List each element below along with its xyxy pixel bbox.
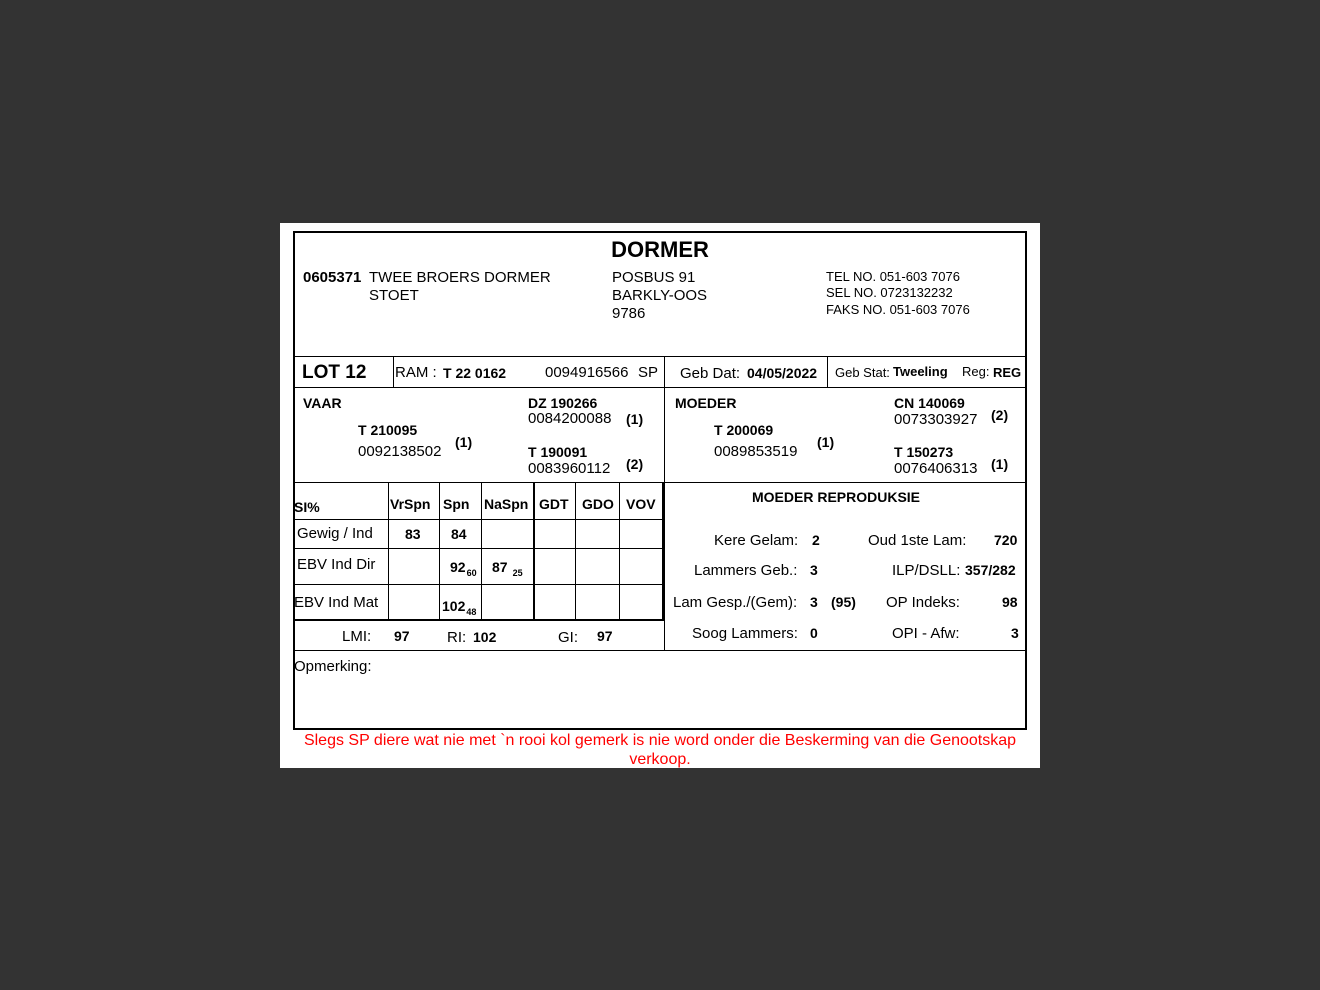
divider-lot-bottom <box>293 387 1027 388</box>
divider-perf-repro <box>664 483 665 651</box>
geb-dat-label: Geb Dat: <box>680 365 741 382</box>
vaar-sire-id: DZ 190266 <box>528 395 598 411</box>
moeder-id: T 200069 <box>714 422 774 438</box>
opi-label: OPI - Afw: <box>892 625 960 642</box>
vaar-label: VAAR <box>303 395 342 411</box>
faks-number: FAKS NO. 051-603 7076 <box>826 302 970 317</box>
ram-value: T 22 0162 <box>443 365 507 381</box>
grid-col-7 <box>662 483 664 620</box>
frame-bottom <box>293 728 1027 730</box>
moeder-count: (1) <box>817 434 835 450</box>
frame-left <box>293 231 295 729</box>
oud-label: Oud 1ste Lam: <box>868 532 967 549</box>
lammers-geb-value: 3 <box>810 562 818 578</box>
grid-col-5 <box>575 483 576 620</box>
header-si: SI% <box>294 499 320 515</box>
geb-stat-label: Geb Stat: <box>835 365 890 380</box>
divider-pedigree-bottom <box>293 482 1027 483</box>
op-indeks-label: OP Indeks: <box>886 594 960 611</box>
grid-row-3 <box>293 584 664 585</box>
lot-number: LOT 12 <box>302 362 367 383</box>
ram-label: RAM : <box>395 364 437 381</box>
vaar-dam-id: T 190091 <box>528 444 588 460</box>
header-naspn: NaSpn <box>484 496 529 512</box>
ilp-label: ILP/DSLL: <box>892 562 961 579</box>
footer-note: Slegs SP diere wat nie met `n rooi kol gemerk is nie word onder die Beskerming van die Genootskap verkoop. <box>303 732 1017 768</box>
grid-row-4 <box>293 619 664 621</box>
divider-pedigree-mid <box>664 387 665 483</box>
grid-col-2 <box>439 483 440 620</box>
remarks-label: Opmerking: <box>294 658 372 675</box>
reg-value: REG <box>993 365 1022 380</box>
moeder-dam-id: T 150273 <box>894 444 954 460</box>
ri-value: 102 <box>473 629 497 645</box>
lammers-geb-label: Lammers Geb.: <box>694 562 798 579</box>
ilp-value: 357/282 <box>965 562 1016 578</box>
oud-value: 720 <box>994 532 1018 548</box>
vaar-sire-number: 0084200088 <box>528 410 612 427</box>
owner-name-2: STOET <box>369 287 419 304</box>
header-gdo: GDO <box>582 496 614 512</box>
owner-name-1: TWEE BROERS DORMER <box>369 269 551 286</box>
moeder-dam-count: (1) <box>991 456 1009 472</box>
reg-label: Reg: <box>962 364 990 379</box>
sel-number: SEL NO. 0723132232 <box>826 285 953 300</box>
header-vrspn: VrSpn <box>390 496 431 512</box>
grid-col-3 <box>481 483 482 620</box>
moeder-sire-count: (2) <box>991 407 1009 423</box>
grid-col-6 <box>619 483 620 620</box>
divider-lot-top <box>293 356 1027 357</box>
grid-col-4 <box>533 483 535 620</box>
gewig-vrspn: 83 <box>405 526 421 542</box>
reg-number: 0094916566 <box>545 364 629 381</box>
address-line-1: POSBUS 91 <box>612 269 696 286</box>
kere-gelam-label: Kere Gelam: <box>714 532 799 549</box>
header-spn: Spn <box>443 496 470 512</box>
moeder-number: 0089853519 <box>714 443 798 460</box>
vaar-dam-count: (2) <box>626 456 644 472</box>
kere-gelam-value: 2 <box>812 532 820 548</box>
divider-lot-gebstat <box>827 356 828 387</box>
lot-card <box>280 223 1040 768</box>
ebv-dir-spn: $92_{60}$ <box>450 559 477 578</box>
divider-remarks-top <box>293 650 1027 651</box>
lam-gesp-label: Lam Gesp./(Gem): <box>673 594 798 611</box>
vaar-sire-count: (1) <box>626 411 644 427</box>
row-label-ebv-mat: EBV Ind Mat <box>294 594 379 611</box>
divider-lot-gebdat <box>664 356 665 387</box>
grid-row-1 <box>293 519 664 520</box>
page-title: DORMER <box>611 237 709 262</box>
moeder-dam-number: 0076406313 <box>894 460 978 477</box>
repro-title: MOEDER REPRODUKSIE <box>752 489 921 505</box>
ebv-mat-spn: $102_{48}$ <box>442 598 477 617</box>
sp-marker: SP <box>638 364 659 381</box>
lam-gesp-value: 3 <box>810 594 818 610</box>
lmi-label: LMI: <box>342 628 372 645</box>
moeder-sire-id: CN 140069 <box>894 395 965 411</box>
row-label-gewig: Gewig / Ind <box>297 525 373 542</box>
lam-gesp-gem: (95) <box>831 594 856 610</box>
owner-code: 0605371 <box>303 269 362 286</box>
row-label-ebv-dir: EBV Ind Dir <box>297 556 376 573</box>
op-indeks-value: 98 <box>1002 594 1018 610</box>
moeder-label: MOEDER <box>675 395 737 411</box>
address-line-2: BARKLY-OOS <box>612 287 708 304</box>
geb-dat-value: 04/05/2022 <box>747 365 818 381</box>
geb-stat-value: Tweeling <box>893 364 948 379</box>
gi-label: GI: <box>558 629 579 646</box>
tel-number: TEL NO. 051-603 7076 <box>826 269 960 284</box>
soog-value: 0 <box>810 625 818 641</box>
moeder-sire-number: 0073303927 <box>894 411 978 428</box>
vaar-id: T 210095 <box>358 422 418 438</box>
vaar-dam-number: 0083960112 <box>528 460 611 477</box>
divider-lot-ram <box>393 356 394 387</box>
soog-label: Soog Lammers: <box>692 625 798 642</box>
address-line-3: 9786 <box>612 305 646 322</box>
grid-row-2 <box>293 548 664 549</box>
gi-value: 97 <box>597 628 613 644</box>
opi-value: 3 <box>1011 625 1019 641</box>
gewig-spn: 84 <box>451 526 467 542</box>
frame-top <box>293 231 1027 233</box>
frame-right <box>1025 231 1027 729</box>
ri-label: RI: <box>447 629 467 646</box>
header-vov: VOV <box>626 496 656 512</box>
ebv-dir-naspn: 87 $_{25}$ <box>492 559 523 578</box>
grid-col-1 <box>388 483 389 620</box>
lmi-value: 97 <box>394 628 410 644</box>
vaar-number: 0092138502 <box>358 443 442 460</box>
header-gdt: GDT <box>539 496 569 512</box>
vaar-count: (1) <box>455 434 473 450</box>
